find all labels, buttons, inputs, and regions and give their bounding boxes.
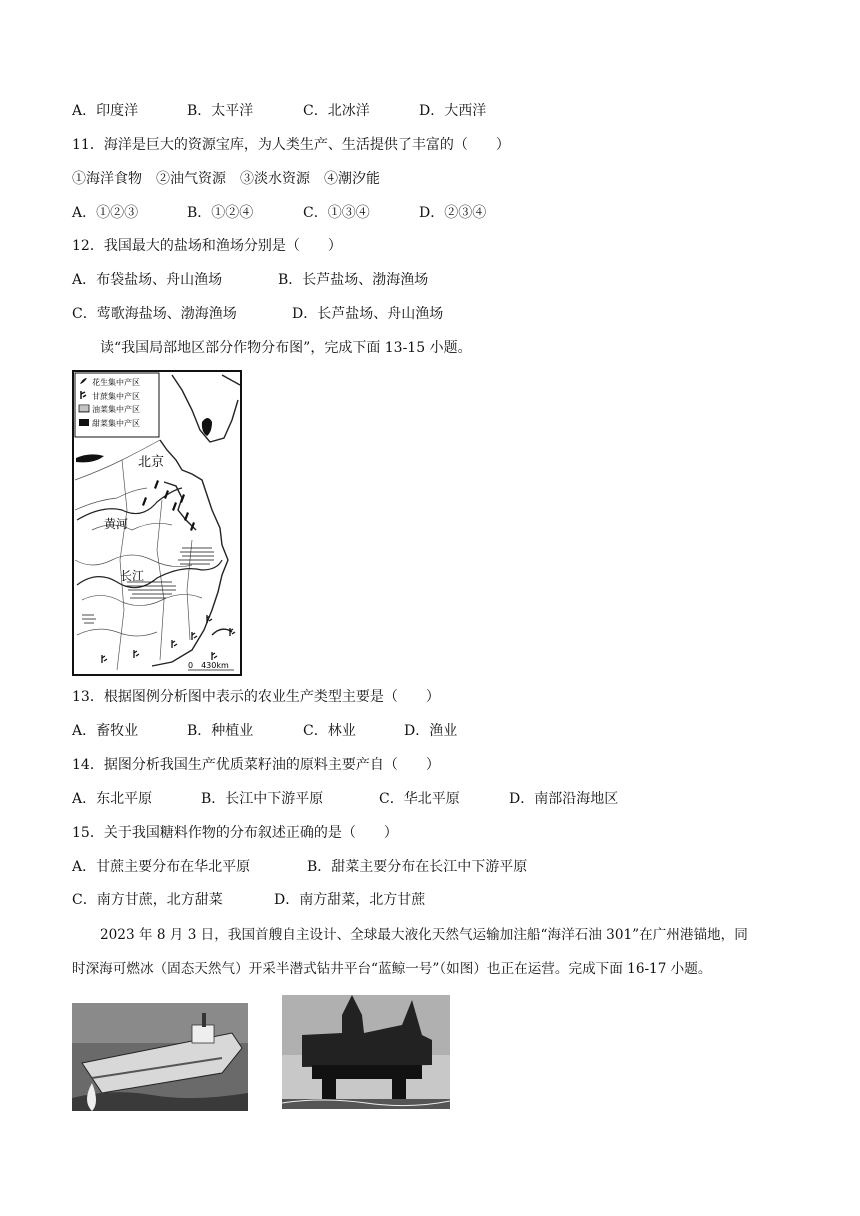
lng-ship-photo: [72, 1003, 248, 1111]
q14-option-a: A．东北平原: [72, 791, 153, 807]
q12-options-row1: [72, 271, 429, 289]
label-beijing: 北京: [138, 455, 165, 470]
q12-option-a: A．布袋盐场、舟山渔场: [72, 272, 223, 288]
legend-peanut: 花生集中产区: [92, 378, 140, 387]
intro-13-15: 读“我国局部地区部分作物分布图”，完成下面 13-15 小题。: [100, 340, 472, 356]
q11-option-a: A．①②③: [72, 205, 139, 221]
q14-option-b: B．长江中下游平原: [201, 791, 324, 807]
q10-option-a: A．印度洋: [72, 103, 139, 119]
q14-stem: 14．据图分析我国生产优质菜籽油的原料主要产自（ ）: [72, 757, 440, 773]
q12-option-c: C．莺歌海盐场、渤海渔场: [72, 306, 237, 322]
q13-option-c: C．林业: [303, 723, 356, 739]
map-legend: [75, 373, 159, 437]
q13-stem: 13．根据图例分析图中表示的农业生产类型主要是（ ）: [72, 689, 440, 705]
q13-option-b: B．种植业: [187, 723, 254, 739]
q15-stem: 15．关于我国糖料作物的分布叙述正确的是（ ）: [72, 825, 398, 841]
q11-stem: 11．海洋是巨大的资源宝库，为人类生产、生活提供了丰富的（ ）: [72, 137, 510, 153]
sugarbeet-legend-icon: [79, 419, 89, 426]
q14-option-d: D．南部沿海地区: [509, 791, 619, 807]
q13-option-d: D．渔业: [404, 723, 458, 739]
q10-option-b: B．太平洋: [187, 103, 254, 119]
q12-options-row2: [72, 305, 444, 323]
q11-option-b: B．①②④: [187, 205, 254, 221]
q15-options-row2: [72, 891, 426, 909]
q15-option-b: B．甜菜主要分布在长江中下游平原: [307, 859, 528, 875]
q11-option-c: C．①③④: [303, 205, 370, 221]
passage-16-17-line2: 时深海可燃冰（固态天然气）开采半潜式钻井平台“蓝鲸一号”（如图）也正在运营。完成下面 16-17 小题。: [72, 961, 712, 977]
q11-options: [72, 204, 487, 222]
q10-options: [72, 102, 487, 120]
crop-distribution-map: [72, 370, 242, 676]
legend-sugarbeet: 甜菜集中产区: [92, 419, 140, 428]
map-scale: 0 430km: [188, 661, 229, 670]
q14-option-c: C．华北平原: [379, 791, 460, 807]
q11-option-d: D．②③④: [419, 205, 487, 221]
q13-option-a: A．畜牧业: [72, 723, 139, 739]
q15-option-c: C．南方甘蔗，北方甜菜: [72, 892, 223, 908]
q15-option-d: D．南方甜菜，北方甘蔗: [274, 892, 426, 908]
q11-items: ①海洋食物 ②油气资源 ③淡水资源 ④潮汐能: [72, 171, 380, 187]
q12-option-d: D．长芦盐场、舟山渔场: [292, 306, 444, 322]
q13-options: [72, 722, 458, 740]
legend-rapeseed: 油菜集中产区: [92, 405, 140, 414]
q12-stem: 12．我国最大的盐场和渔场分别是（ ）: [72, 238, 342, 254]
q14-options: [72, 790, 619, 808]
drilling-platform-photo: [282, 995, 450, 1109]
label-huanghe: 黄河: [104, 517, 129, 531]
rapeseed-legend-icon: [79, 405, 89, 412]
q15-option-a: A．甘蔗主要分布在华北平原: [72, 859, 251, 875]
q10-option-c: C．北冰洋: [303, 103, 370, 119]
q15-options-row1: [72, 858, 528, 876]
legend-sugarcane: 甘蔗集中产区: [92, 392, 140, 401]
q10-option-d: D．大西洋: [419, 103, 487, 119]
label-changjiang: 长江: [120, 569, 145, 583]
passage-16-17-line1: 2023 年 8 月 3 日，我国首艘自主设计、全球最大液化天然气运输加注船“海洋石油 301”在广州港锚地，同: [100, 927, 748, 943]
q12-option-b: B．长芦盐场、渤海渔场: [278, 272, 429, 288]
